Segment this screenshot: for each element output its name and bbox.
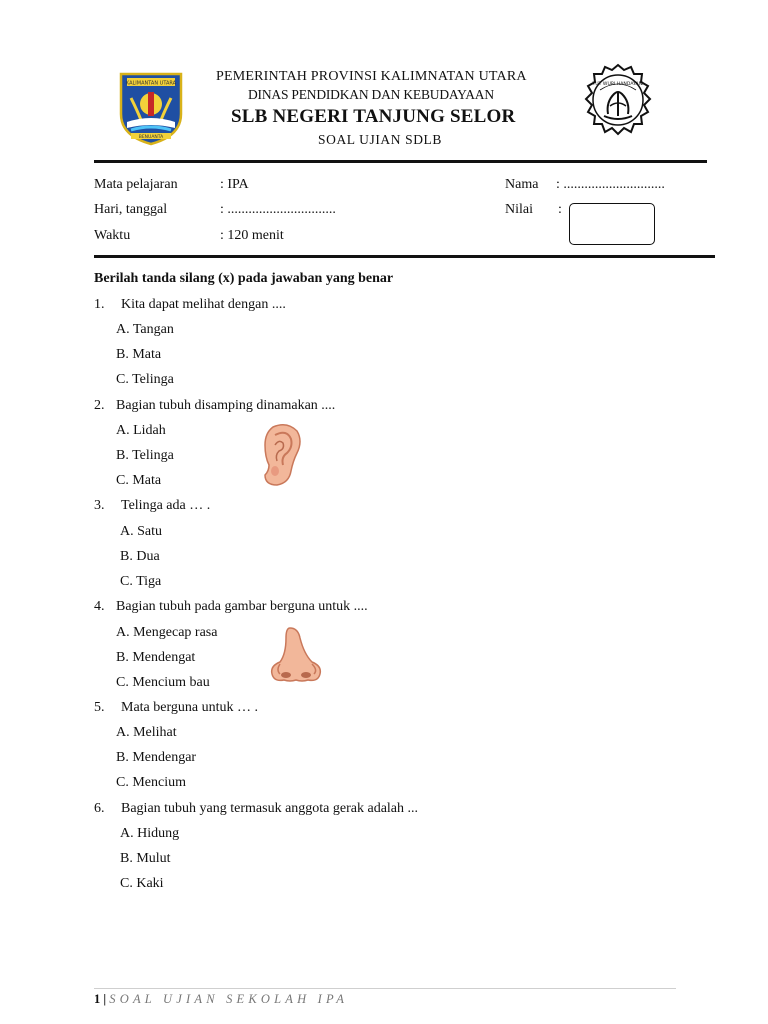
question-text: Bagian tubuh disamping dinamakan .... (116, 398, 336, 413)
answer-option[interactable]: C. Mencium (116, 775, 186, 790)
footer (94, 992, 348, 1007)
name-field[interactable]: : ............................. (556, 177, 665, 192)
question-text: Bagian tubuh yang termasuk anggota gerak adalah ... (121, 801, 419, 816)
question-text: Telinga ada … . (121, 498, 211, 513)
date-field[interactable]: : ............................... (220, 202, 336, 217)
question-number: 5. (94, 700, 105, 715)
answer-option[interactable]: C. Mencium bau (116, 675, 210, 690)
footer-divider (94, 988, 676, 989)
footer-separator: | (103, 992, 107, 1006)
header-government: PEMERINTAH PROVINSI KALIMNATAN UTARA (216, 69, 527, 84)
question-text: Bagian tubuh pada gambar berguna untuk .... (116, 599, 368, 614)
tut-wuri-handayani-emblem (578, 62, 658, 140)
question-text: Mata berguna untuk … . (121, 700, 258, 715)
header-school-name: SLB NEGERI TANJUNG SELOR (231, 106, 516, 127)
svg-text:BENUANTA: BENUANTA (138, 135, 164, 140)
score-label: Nilai (505, 202, 533, 217)
answer-option[interactable]: B. Mendengat (116, 650, 196, 665)
info-divider (94, 255, 715, 258)
header-divider (94, 160, 707, 163)
page-number: 1 (94, 992, 101, 1006)
answer-option[interactable]: A. Melihat (116, 725, 177, 740)
answer-option[interactable]: B. Dua (120, 549, 160, 564)
answer-option[interactable]: A. Lidah (116, 423, 166, 438)
answer-option[interactable]: B. Mata (116, 347, 162, 362)
time-label: Waktu (94, 228, 131, 243)
subject-label: Mata pelajaran (94, 177, 178, 192)
instruction-text: Berilah tanda silang (x) pada jawaban yang benar (94, 271, 394, 286)
question-number: 3. (94, 498, 105, 513)
question-number: 1. (94, 297, 105, 312)
svg-text:TUT WURI HANDAYANI: TUT WURI HANDAYANI (592, 82, 644, 87)
time-value: : 120 menit (220, 228, 284, 243)
score-colon: : (558, 202, 562, 217)
answer-option[interactable]: A. Hidung (120, 826, 180, 841)
question-number: 6. (94, 801, 105, 816)
header-department: DINAS PENDIDKAN DAN KEBUDAYAAN (248, 87, 494, 102)
answer-option[interactable]: C. Tiga (120, 574, 162, 589)
answer-option[interactable]: B. Mulut (120, 851, 171, 866)
answer-option[interactable]: A. Tangan (116, 322, 174, 337)
header-exam-title: SOAL UJIAN SDLB (318, 132, 443, 147)
answer-option[interactable]: B. Mendengar (116, 750, 197, 765)
subject-value: : IPA (220, 177, 249, 192)
answer-option[interactable]: C. Telinga (116, 372, 174, 387)
answer-option[interactable]: A. Satu (120, 524, 162, 539)
answer-option[interactable]: C. Kaki (120, 876, 164, 891)
name-label: Nama (505, 177, 539, 192)
ear-image (257, 421, 305, 489)
answer-option[interactable]: B. Telinga (116, 448, 174, 463)
footer-text: SOAL UJIAN SEKOLAH IPA (109, 992, 349, 1006)
answer-option[interactable]: A. Mengecap rasa (116, 625, 218, 640)
question-text: Kita dapat melihat dengan .... (121, 297, 286, 312)
date-label: Hari, tanggal (94, 202, 168, 217)
score-box[interactable] (569, 203, 655, 245)
nose-image (268, 626, 326, 684)
kalimantan-utara-emblem (117, 70, 185, 146)
svg-text:KALIMANTAN UTARA: KALIMANTAN UTARA (125, 80, 177, 87)
answer-option[interactable]: C. Mata (116, 473, 162, 488)
question-number: 4. (94, 599, 105, 614)
question-number: 2. (94, 398, 105, 413)
